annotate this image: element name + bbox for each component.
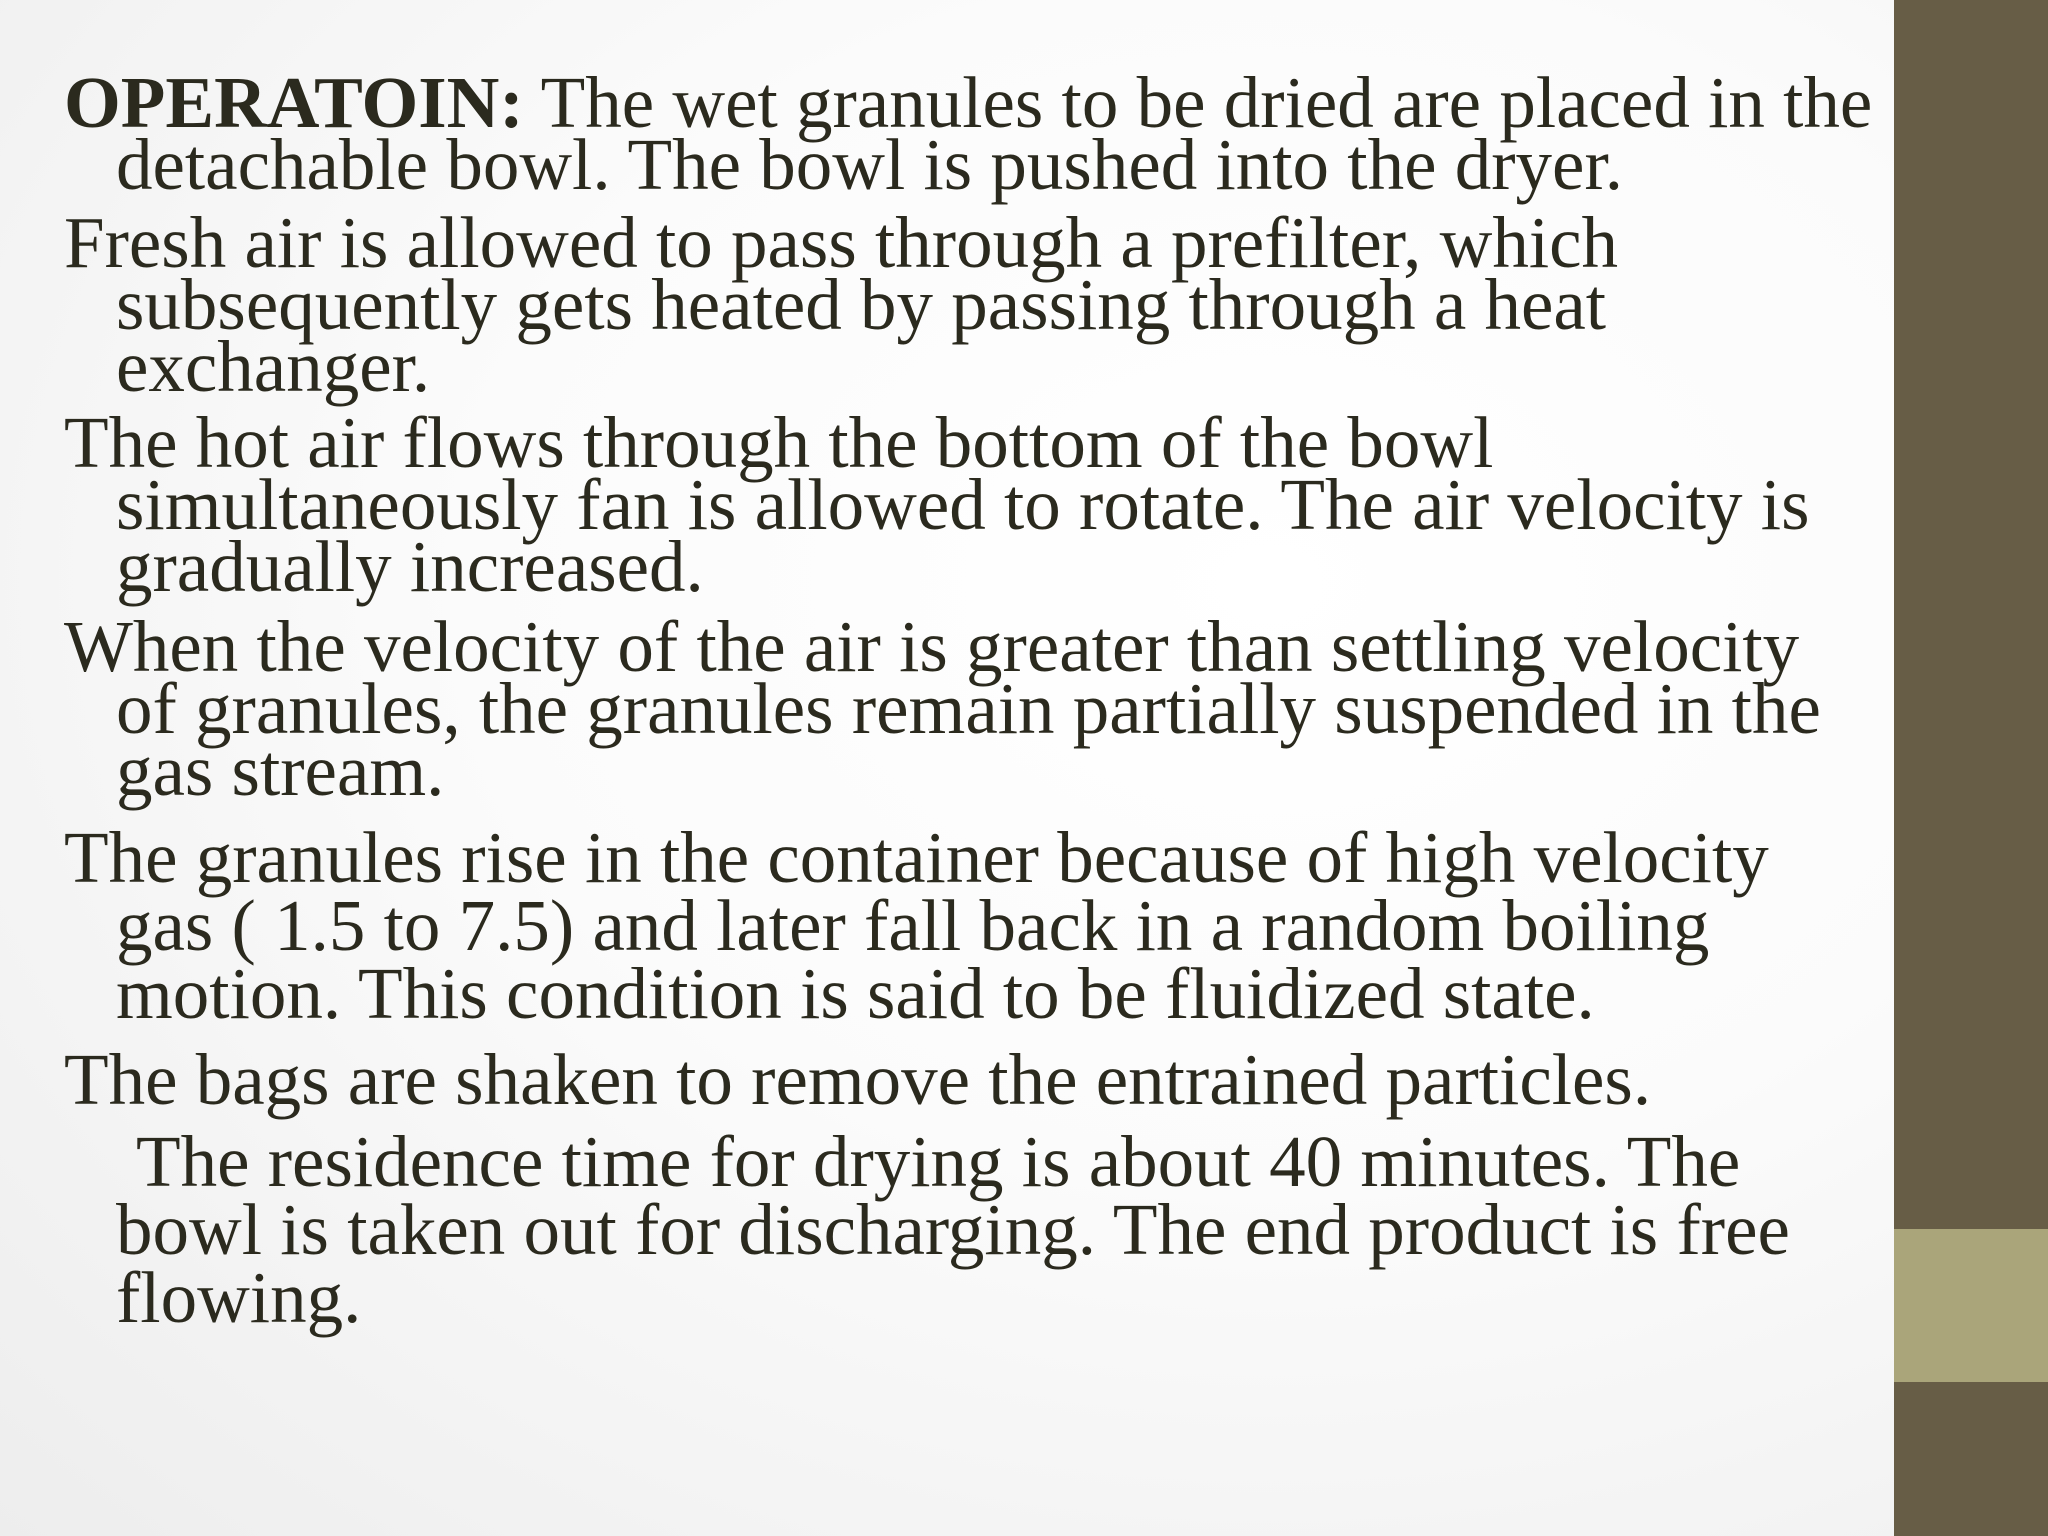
paragraph-hot-air: The hot air flows through the bottom of the bowl simultaneously fan is allowed to rotate. The air velocity is gradually increased. [64, 402, 1810, 607]
decorative-side-accent [1894, 1229, 2048, 1382]
paragraph-bags-shaken: The bags are shaken to remove the entrained particles. [64, 1039, 1652, 1120]
paragraph-operation [64, 62, 1874, 205]
paragraph-velocity: When the velocity of the air is greater than settling velocity of granules, the granules remain partially suspended in the gas stream. [64, 606, 1821, 811]
paragraph-residence-time: The residence time for drying is about 40 minutes. The bowl is taken out for discharging. The end product is free flowing. [116, 1121, 1790, 1338]
operation-heading: OPERATOIN: [64, 62, 524, 143]
paragraph-operation-text: The wet granules to be dried are placed in the detachable bowl. The bowl is pushed into the dryer. [116, 62, 1873, 205]
paragraph-granules-rise: The granules rise in the container because of high velocity gas ( 1.5 to 7.5) and later fall back in a random boiling motion. This condition is said to be fluidized state. [64, 817, 1769, 1034]
paragraph-fresh-air: Fresh air is allowed to pass through a prefilter, which subsequently gets heated by passing through a heat exchanger. [64, 202, 1619, 407]
slide-body [64, 62, 1874, 1338]
